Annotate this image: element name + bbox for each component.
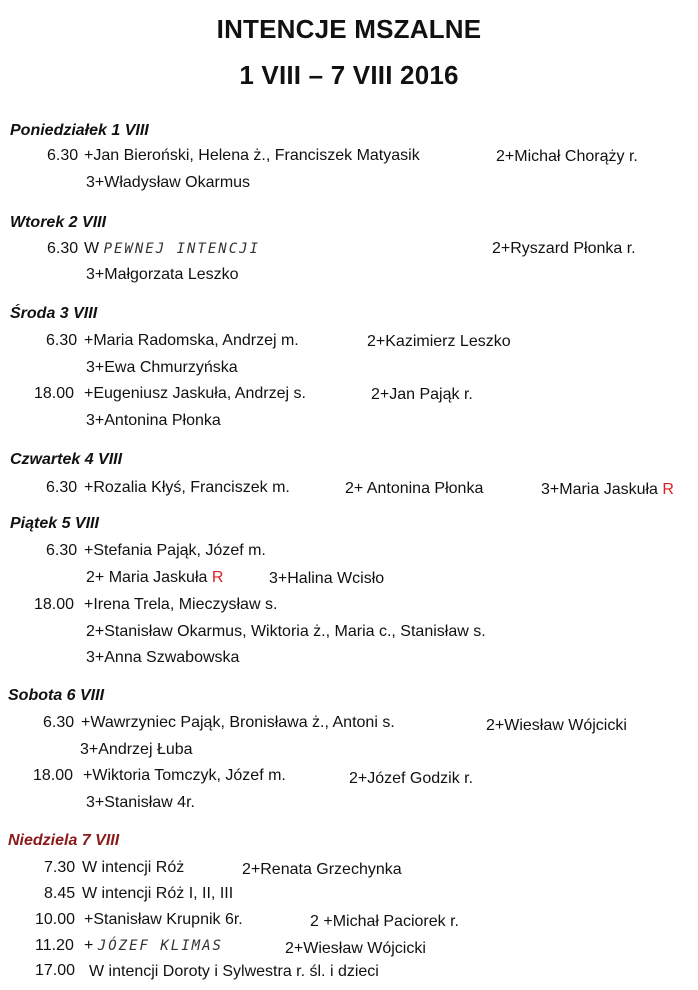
mass-time: 8.45 xyxy=(44,885,76,902)
mass-time: 18.00 xyxy=(33,767,74,784)
mass-time: 10.00 xyxy=(35,911,76,928)
intention-2: 2+Józef Godzik r. xyxy=(349,770,474,787)
intention-1: W intencji Róż xyxy=(82,859,185,876)
intention-3: 3+Ewa Chmurzyńska xyxy=(86,359,238,376)
intention-1: +Jan Bieroński, Helena ż., Franciszek Matyasik xyxy=(84,147,420,164)
intention-2: 2+Michał Chorąży r. xyxy=(496,148,638,165)
intention-text: 3+Maria Jaskuła xyxy=(541,481,658,498)
day-heading-monday: Poniedziałek 1 VIII xyxy=(10,122,149,139)
intention-3: 3+Andrzej Łuba xyxy=(80,741,193,758)
intention-text: 2+ Maria Jaskuła xyxy=(86,569,208,586)
intention-1: +Maria Radomska, Andrzej m. xyxy=(84,332,299,349)
intention-1: +Irena Trela, Mieczysław s. xyxy=(84,596,278,613)
mass-time: 6.30 xyxy=(47,240,79,257)
mass-time: 6.30 xyxy=(46,332,78,349)
intention-1 xyxy=(84,240,260,258)
title-line-1: INTENCJE MSZALNE xyxy=(216,14,482,44)
intention-3 xyxy=(541,481,674,499)
intention-1: +Eugeniusz Jaskuła, Andrzej s. xyxy=(84,385,306,402)
intention-1: W intencji Doroty i Sylwestra r. śl. i dzieci xyxy=(89,963,379,980)
intention-prefix: + xyxy=(84,937,94,954)
intention-2: 2 +Michał Paciorek r. xyxy=(310,913,459,930)
mass-time: 6.30 xyxy=(47,147,79,164)
intention-3: 3+Władysław Okarmus xyxy=(86,174,251,191)
handwritten-intention: JÓZEF KLIMAS xyxy=(97,938,223,954)
intention-1: +Wawrzyniec Pająk, Bronisława ż., Antoni s. xyxy=(81,714,395,731)
day-heading-tuesday: Wtorek 2 VIII xyxy=(10,214,107,231)
intention-2: 2+Renata Grzechynka xyxy=(242,861,402,878)
intention-1: W intencji Róż I, II, III xyxy=(82,885,234,902)
intention-1: +Stefania Pająk, Józef m. xyxy=(84,542,266,559)
intention-1: +Stanisław Krupnik 6r. xyxy=(84,911,243,928)
mass-time: 18.00 xyxy=(34,596,75,613)
intention-1 xyxy=(84,937,223,955)
r-mark: R xyxy=(211,569,224,586)
intention-3: 3+Halina Wcisło xyxy=(269,570,385,587)
intention-2: 2+ Antonina Płonka xyxy=(345,480,484,497)
intention-2: 2+Wiesław Wójcicki xyxy=(486,717,627,734)
day-heading-wednesday: Środa 3 VIII xyxy=(10,305,98,322)
mass-time: 11.20 xyxy=(35,937,74,954)
intention-2 xyxy=(86,569,223,587)
intention-2: 2+Ryszard Płonka r. xyxy=(492,240,636,257)
title-line-2: 1 VIII – 7 VIII 2016 xyxy=(239,60,459,90)
intention-3: 3+Stanisław 4r. xyxy=(86,794,195,811)
day-heading-sunday: Niedziela 7 VIII xyxy=(8,832,120,849)
mass-time: 18.00 xyxy=(34,385,75,402)
intention-3: 3+Antonina Płonka xyxy=(86,412,221,429)
mass-time: 6.30 xyxy=(43,714,75,731)
handwritten-intention: PEWNEJ INTENCJI xyxy=(103,241,260,257)
intention-3: 3+Anna Szwabowska xyxy=(86,649,240,666)
day-heading-saturday: Sobota 6 VIII xyxy=(8,687,105,704)
intention-2: 2+Jan Pająk r. xyxy=(371,386,473,403)
intention-2: 2+Stanisław Okarmus, Wiktoria ż., Maria c., Stanisław s. xyxy=(86,623,486,640)
intention-2: 2+Wiesław Wójcicki xyxy=(285,940,426,957)
mass-time: 6.30 xyxy=(46,479,78,496)
intention-3: 3+Małgorzata Leszko xyxy=(86,266,239,283)
mass-time: 17.00 xyxy=(35,962,76,979)
r-mark: R xyxy=(662,481,674,498)
day-heading-friday: Piątek 5 VIII xyxy=(10,515,99,532)
mass-time: 7.30 xyxy=(44,859,76,876)
intention-1: +Wiktoria Tomczyk, Józef m. xyxy=(83,767,286,784)
intention-1: +Rozalia Kłyś, Franciszek m. xyxy=(84,479,290,496)
intention-prefix: W xyxy=(84,240,100,257)
intention-2: 2+Kazimierz Leszko xyxy=(367,333,511,350)
day-heading-thursday: Czwartek 4 VIII xyxy=(10,451,123,468)
mass-time: 6.30 xyxy=(46,542,78,559)
